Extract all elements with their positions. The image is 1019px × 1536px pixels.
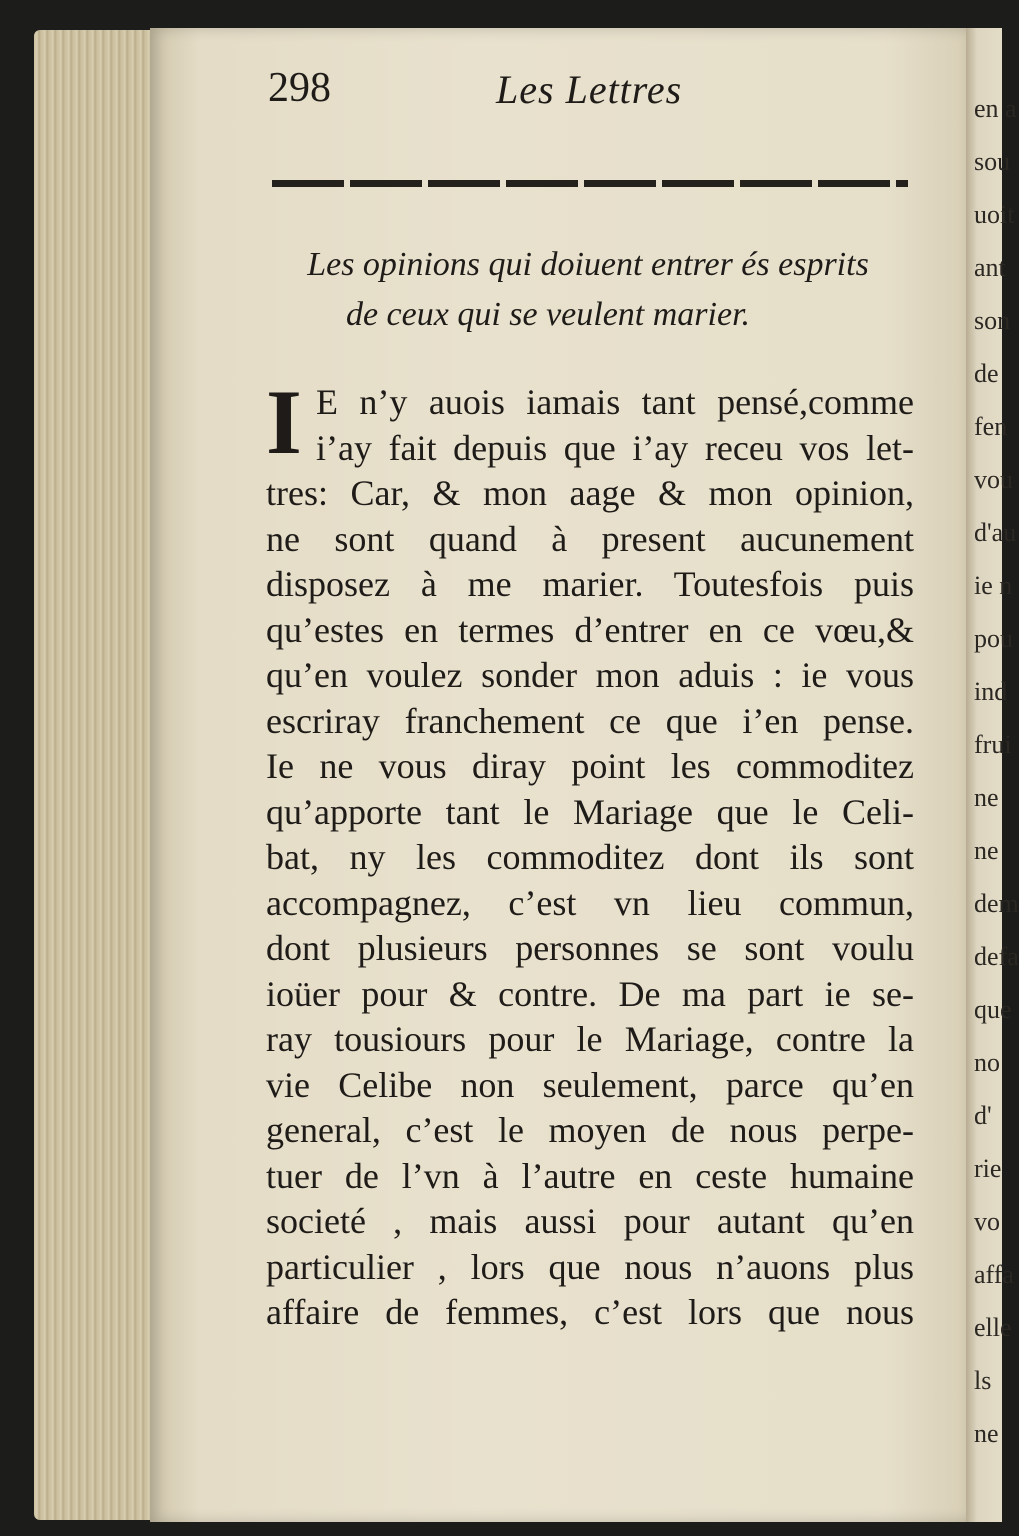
body-line: Ie ne vous diray point les commoditez <box>266 746 914 786</box>
body-line: ioüer pour & contre. De ma part ie se- <box>266 973 914 1014</box>
body-line: qu’apporte tant le Mariage que le Celi- <box>266 791 914 832</box>
running-head: Les Lettres <box>496 67 683 112</box>
body-line: tuer de l’vn à l’autre en ceste humaine <box>266 1155 914 1196</box>
drop-cap: I <box>266 371 302 473</box>
body-line: particulier , lors que nous n’auons plus <box>266 1246 914 1287</box>
title-line-1: Les opinions qui doiuent entrer és esprits <box>307 246 869 283</box>
letter-body <box>266 371 914 1336</box>
body-line: disposez à me marier. Toutesfois puis <box>266 564 914 604</box>
facing-page-fragment: vou <box>974 465 1013 494</box>
facing-page-fragment: ne <box>974 783 999 812</box>
facing-page-strip <box>966 28 1019 1522</box>
body-line: dont plusieurs personnes se sont voulu <box>266 928 914 968</box>
facing-page-fragment: sou <box>974 147 1011 176</box>
facing-page-fragment: ls <box>974 1366 992 1395</box>
facing-page-fragment: que <box>974 995 1012 1024</box>
facing-page-fragment: d'au <box>974 518 1017 547</box>
body-line: escriray franchement ce que i’en pense. <box>266 700 914 741</box>
facing-page-fragment: dem <box>974 889 1019 918</box>
facing-page-fragment: rie <box>974 1154 1002 1183</box>
facing-page-fragment: d' <box>974 1101 992 1130</box>
facing-page-fragment: ie n <box>974 571 1013 600</box>
facing-page-fragment: son <box>974 306 1011 335</box>
body-line: tres: Car, & mon aage & mon opinion, <box>266 473 914 513</box>
facing-page-fragment: frui <box>974 730 1012 759</box>
page-number: 298 <box>268 65 331 111</box>
body-line: general, c’est le moyen de nous perpe- <box>266 1110 914 1150</box>
body-line: societé , mais aussi pour autant qu’en <box>266 1201 914 1241</box>
body-line: qu’en voulez sonder mon aduis : ie vous <box>266 655 914 695</box>
body-line: ray tousiours pour le Mariage, contre la <box>266 1019 914 1059</box>
book-page-edges <box>34 30 164 1520</box>
facing-page-fragment: ant <box>974 253 1006 282</box>
decorative-rule <box>272 180 908 187</box>
facing-page-fragment: affa <box>974 1260 1014 1289</box>
body-line: ne sont quand à present aucunement <box>266 518 914 559</box>
facing-page-fragment: ind <box>974 677 1008 706</box>
body-line: i’ay fait depuis que i’ay receu vos let- <box>316 427 914 468</box>
body-line: vie Celibe non seulement, parce qu’en <box>266 1064 914 1105</box>
title-line-2: de ceux qui se veulent marier. <box>345 296 751 333</box>
body-line: accompagnez, c’est vn lieu commun, <box>266 882 914 923</box>
facing-page-fragment: vo <box>974 1207 1000 1236</box>
facing-page-fragment: en a <box>974 94 1017 123</box>
facing-page-fragment: ne <box>974 1419 999 1448</box>
body-line: affaire de femmes, c’est lors que nous <box>266 1292 914 1332</box>
body-line: qu’estes en termes d’entrer en ce vœu,& <box>266 609 914 650</box>
facing-page-fragment: elle <box>974 1313 1012 1342</box>
letter-title <box>268 240 908 340</box>
facing-page-fragment: uoit <box>974 200 1015 229</box>
facing-page-fragment: fen <box>974 412 1008 441</box>
facing-page-fragment: pou <box>974 624 1013 653</box>
facing-page-fragment: no <box>974 1048 1000 1077</box>
body-line: E n’y auois iamais tant pensé,comme <box>316 382 914 422</box>
facing-page-fragment: ne <box>974 836 999 865</box>
facing-page-fragment: de <box>974 359 999 388</box>
body-line: bat, ny les commoditez dont ils sont <box>266 837 914 877</box>
facing-page-fragment: defa <box>974 942 1019 971</box>
